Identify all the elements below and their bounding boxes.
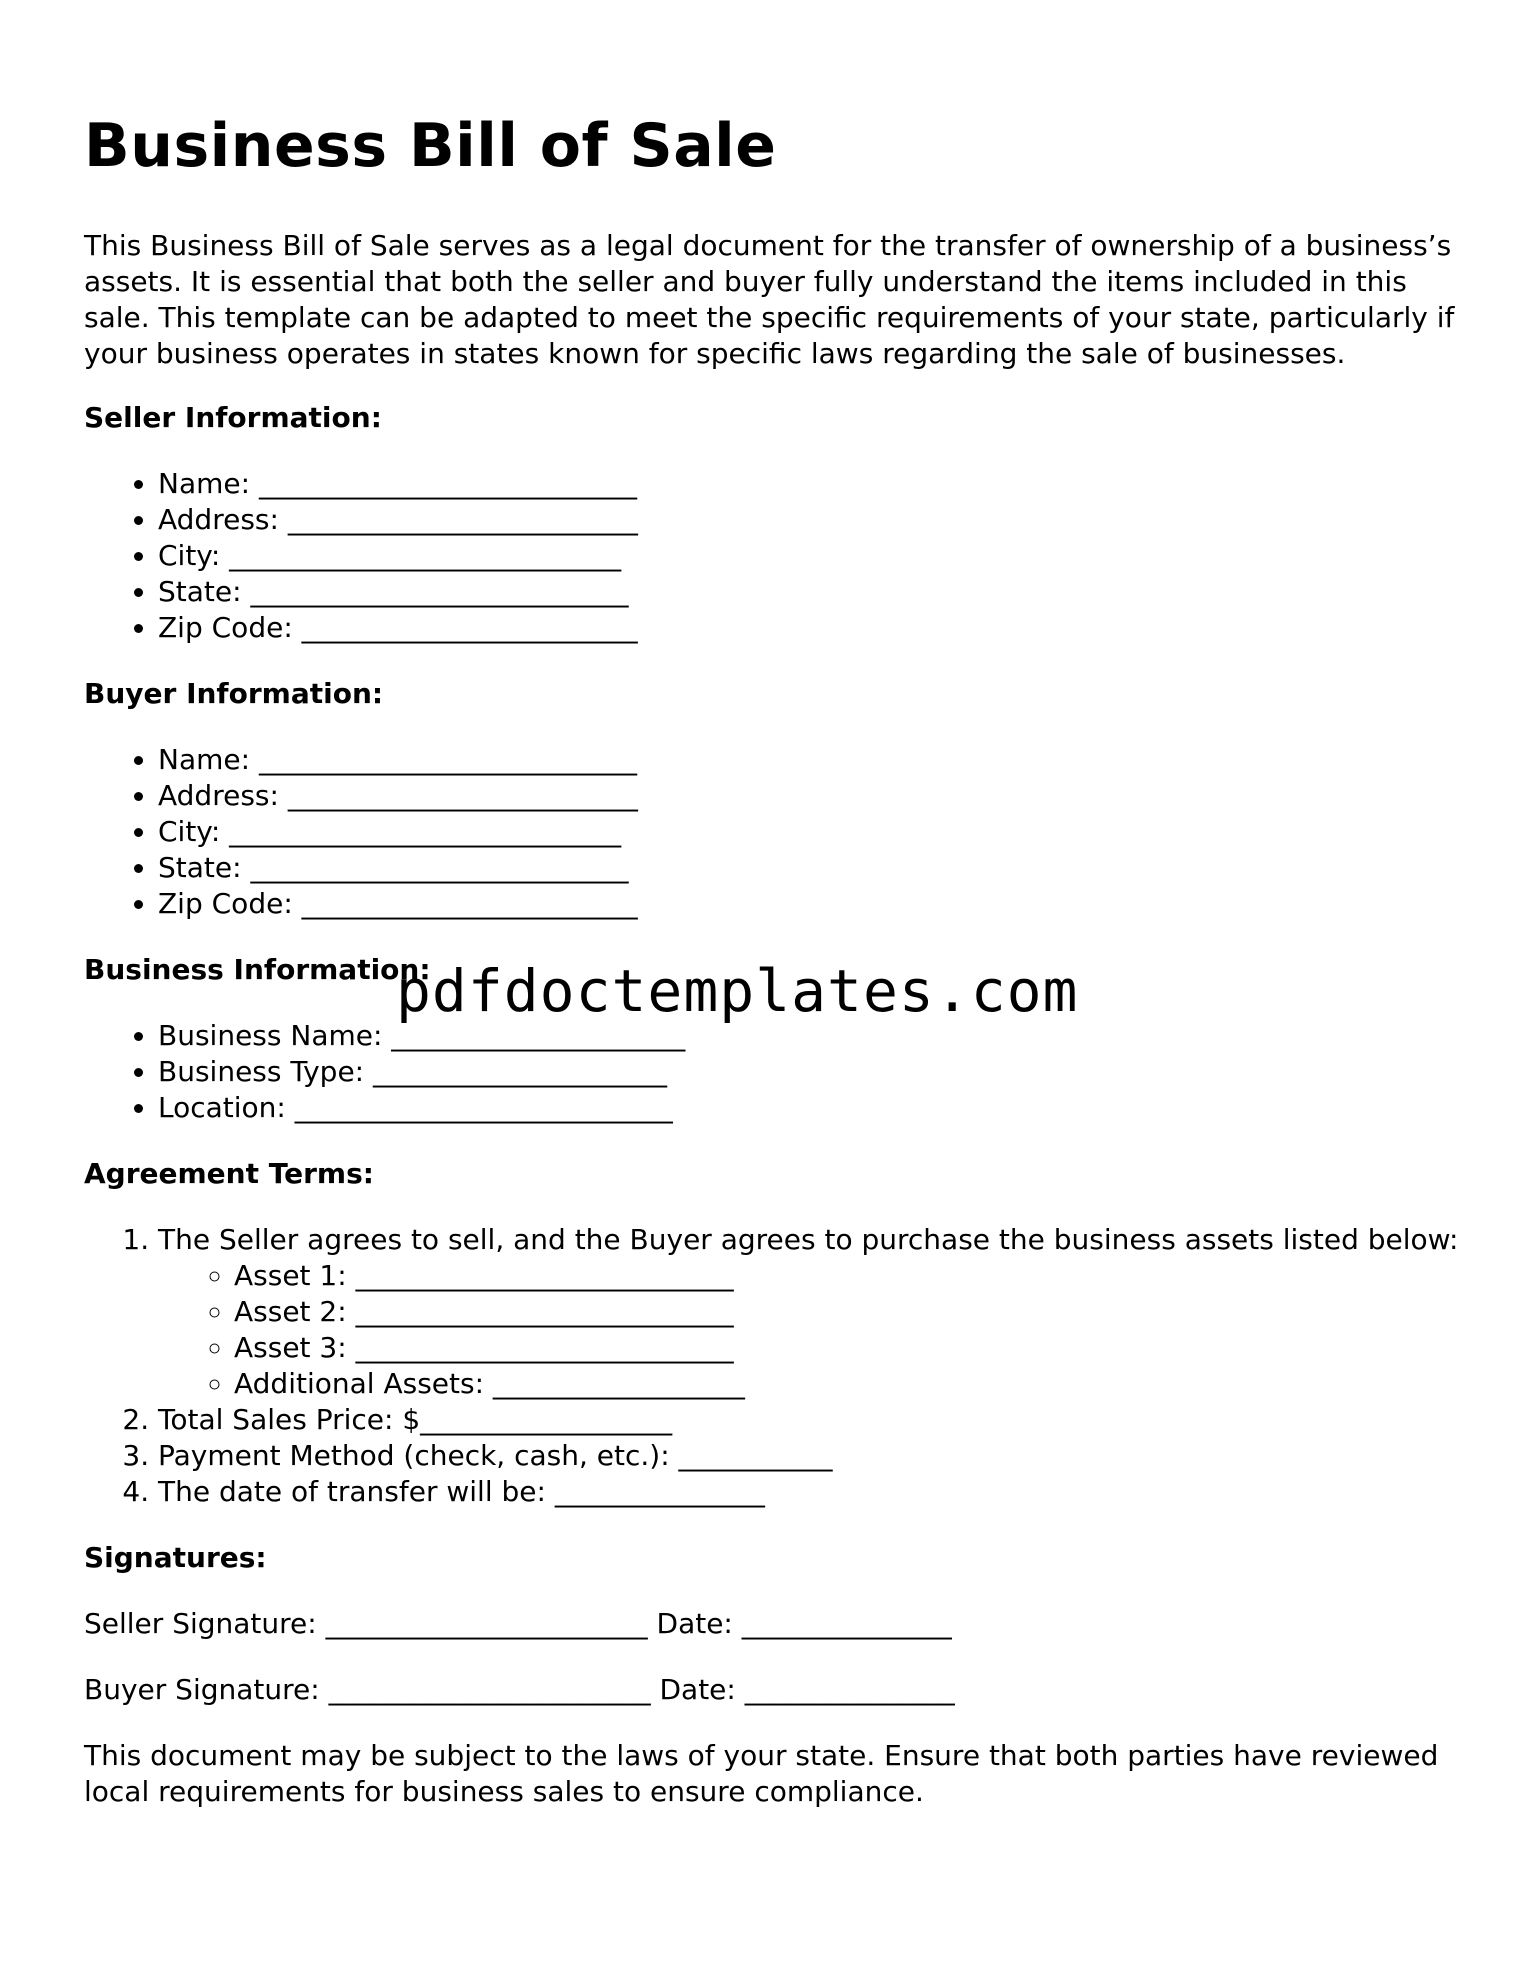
intro-paragraph: This Business Bill of Sale serves as a legal document for the transfer of ownership of a business’s assets. It is essential that both the seller and buyer fully understand the items included in this sale. This template can be adapted to meet the specific requirements of your state, particularly if your business operates in states known for specific laws regarding the sale of businesses. — [84, 229, 1455, 370]
seller-signature-line: Seller Signature: _______________________ Date: _______________ — [84, 1607, 952, 1640]
buyer-name-field: • Name: ___________________________ — [158, 742, 1464, 778]
assets-list — [158, 1258, 1464, 1402]
business-heading: Business Information: — [84, 953, 431, 986]
business-location-field: • Location: ___________________________ — [158, 1090, 1464, 1126]
document-page — [84, 96, 1464, 1810]
seller-heading: Seller Information: — [84, 401, 382, 434]
seller-address-field: • Address: _________________________ — [158, 502, 1464, 538]
terms-item-payment: 3. Payment Method (check, cash, etc.): ___________ — [158, 1438, 1464, 1474]
signatures-heading: Signatures: — [84, 1541, 267, 1574]
buyer-signature-line: Buyer Signature: _______________________ Date: _______________ — [84, 1673, 955, 1706]
business-type-field: • Business Type: _____________________ — [158, 1054, 1464, 1090]
seller-state-field: • State: ___________________________ — [158, 574, 1464, 610]
asset-3-field: ◦ Asset 3: ___________________________ — [234, 1330, 1464, 1366]
asset-1-field: ◦ Asset 1: ___________________________ — [234, 1258, 1464, 1294]
terms-list — [84, 1222, 1464, 1510]
buyer-address-field: • Address: _________________________ — [158, 778, 1464, 814]
seller-zip-field: • Zip Code: ________________________ — [158, 610, 1464, 646]
buyer-heading: Buyer Information: — [84, 677, 384, 710]
terms-item-price: 2. Total Sales Price: $__________________ — [158, 1402, 1464, 1438]
buyer-zip-field: • Zip Code: ________________________ — [158, 886, 1464, 922]
business-name-field: • Business Name: _____________________ — [158, 1018, 1464, 1054]
terms-heading: Agreement Terms: — [84, 1157, 374, 1190]
seller-name-field: • Name: ___________________________ — [158, 466, 1464, 502]
business-fields — [84, 1018, 1464, 1126]
footer-note: This document may be subject to the laws of your state. Ensure that both parties have reviewed local requirements for business sales to ensure compliance. — [84, 1739, 1439, 1808]
terms-item-1-text: The Seller agrees to sell, and the Buyer agrees to purchase the business assets listed below: — [158, 1223, 1459, 1256]
buyer-state-field: • State: ___________________________ — [158, 850, 1464, 886]
watermark: pdfdoctemplates.com — [396, 957, 1079, 1025]
buyer-fields — [84, 742, 1464, 922]
seller-fields — [84, 466, 1464, 646]
terms-item-date: 4. The date of transfer will be: _______________ — [158, 1474, 1464, 1510]
page-title: Business Bill of Sale — [84, 111, 777, 181]
buyer-city-field: • City: ____________________________ — [158, 814, 1464, 850]
additional-assets-field: ◦ Additional Assets: __________________ — [234, 1366, 1464, 1402]
seller-city-field: • City: ____________________________ — [158, 538, 1464, 574]
asset-2-field: ◦ Asset 2: ___________________________ — [234, 1294, 1464, 1330]
terms-item-assets — [158, 1222, 1464, 1402]
